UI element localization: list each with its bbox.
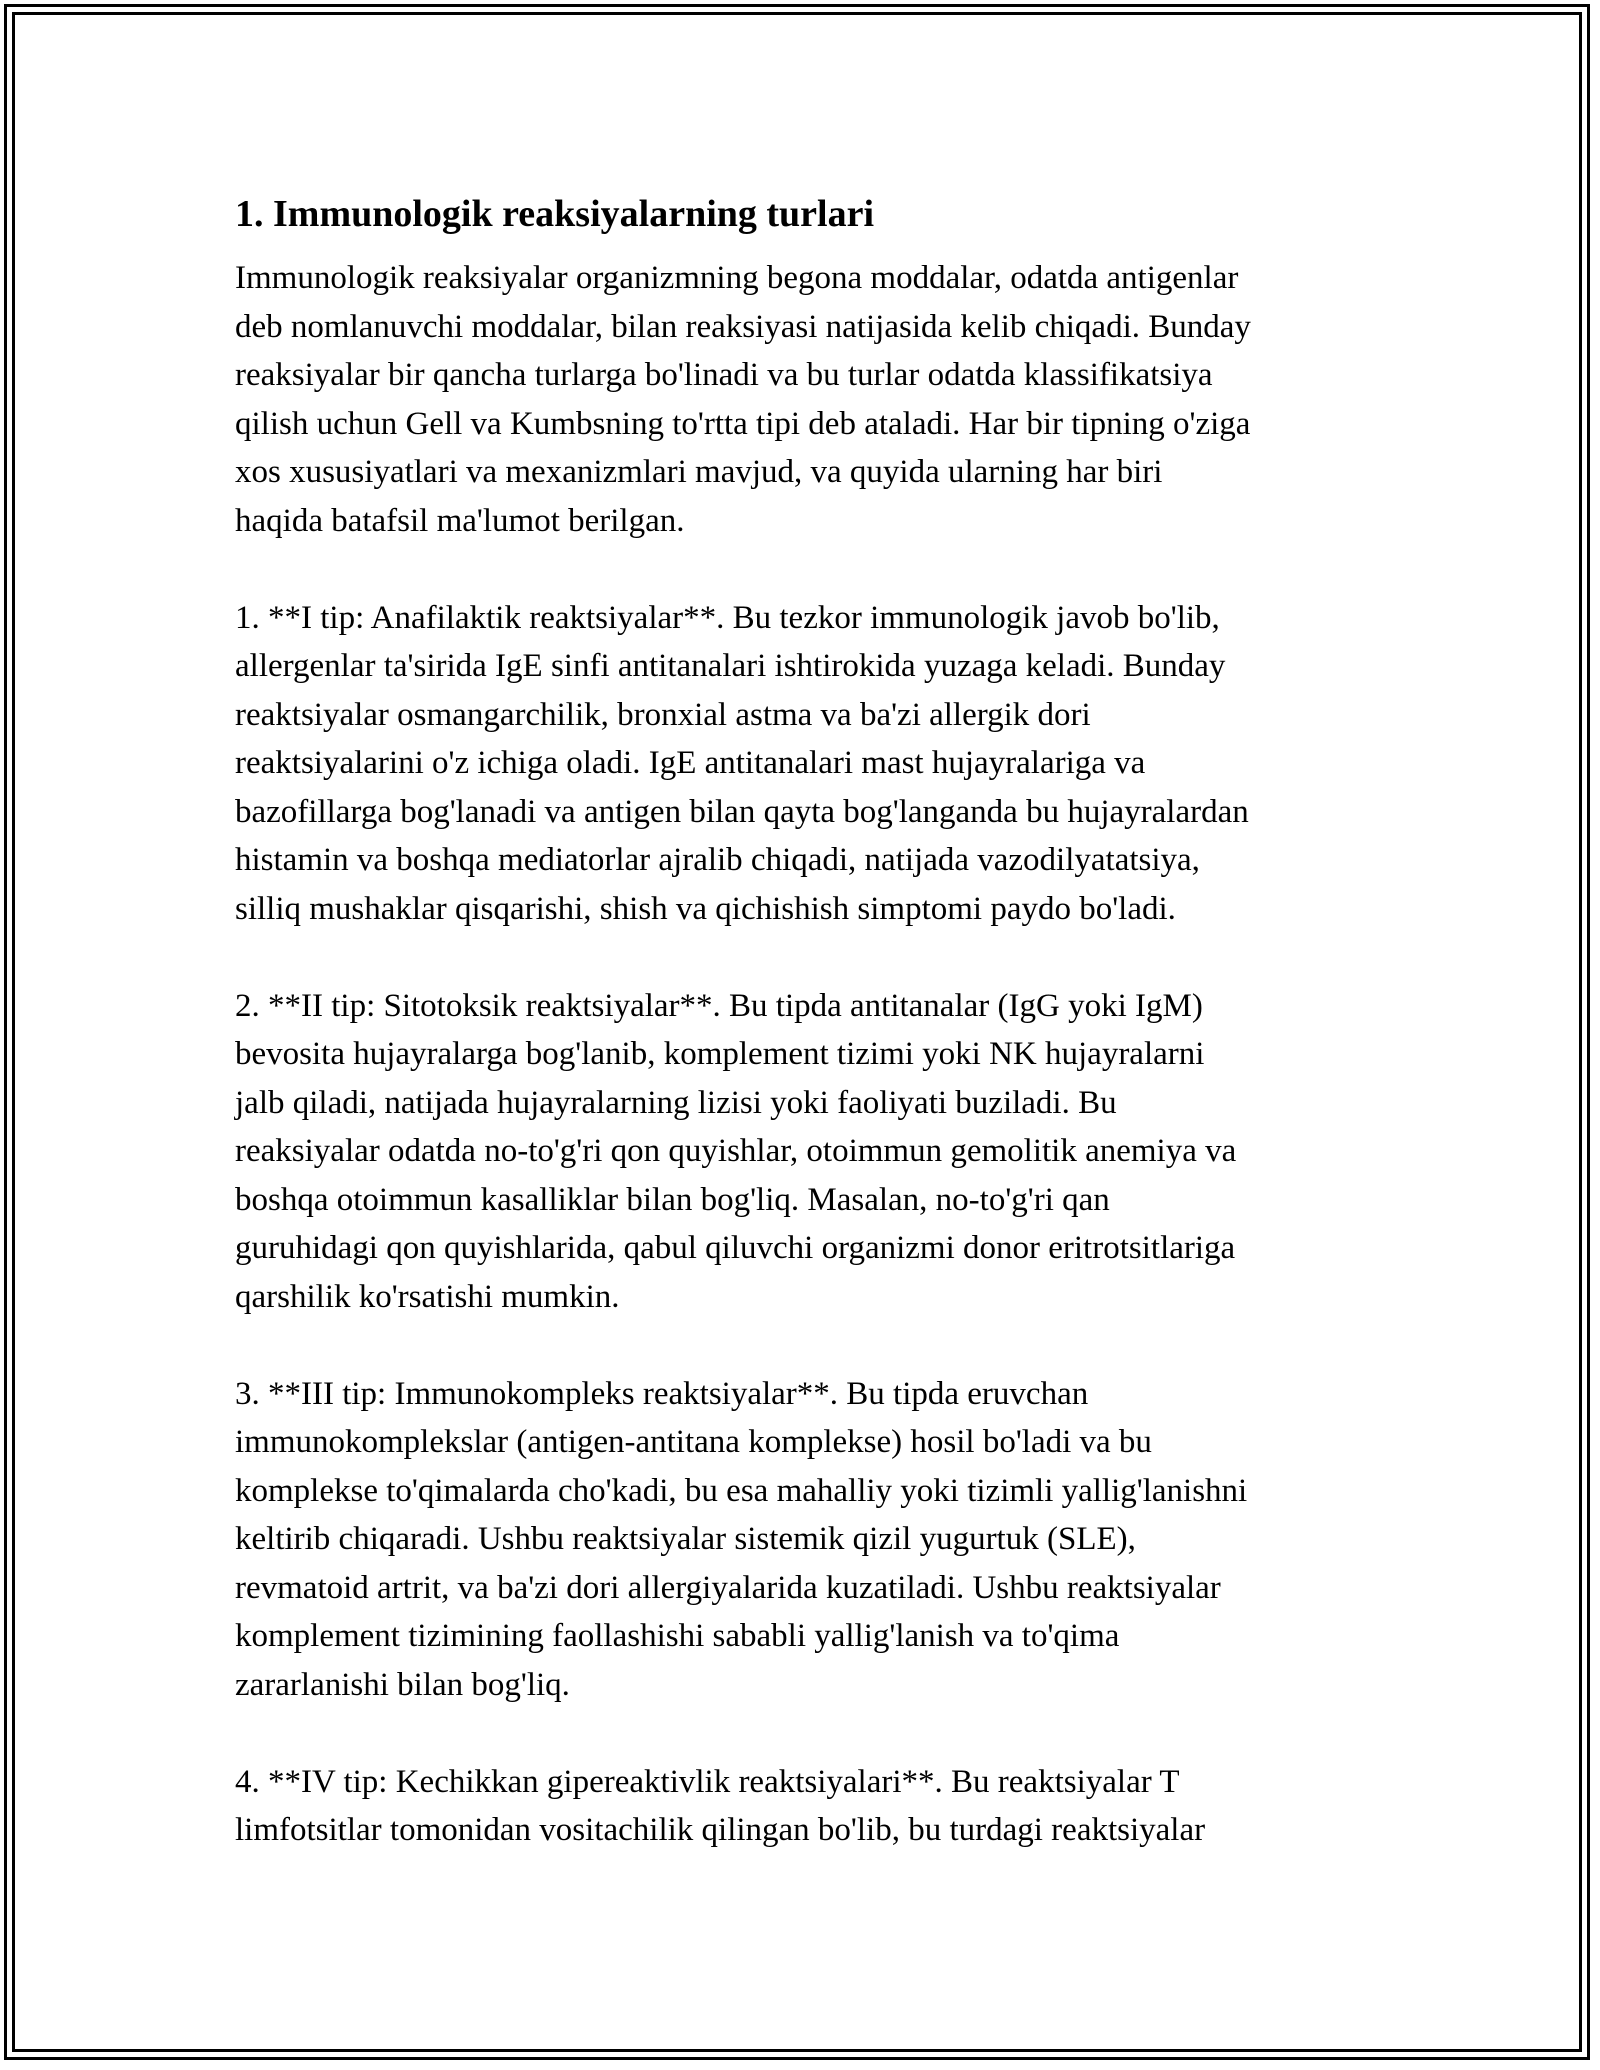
type-1-paragraph: 1. **I tip: Anafilaktik reaktsiyalar**. Bu tezkor immunologik javob bo'lib, allergenlar ta'sirida IgE sinfi antitanalari ishtirokida yuzaga keladi. Bunday reaktsiyalar osmangarchilik, bronxial astma va ba'zi allergik dori reaktsiyalarini o'z ichiga oladi. IgE antitanalari mast hujayralariga va bazofillarga bog'lanadi va antigen bilan qayta bog'langanda bu hujayralardan histamin va boshqa mediatorlar ajralib chiqadi, natijada vazodilyatatsiya, silliq mushaklar qisqarishi, shish va qichishish simptomi paydo bo'ladi. <box>235 599 1249 927</box>
document-body <box>235 188 1375 1855</box>
type-3-paragraph: 3. **III tip: Immunokompleks reaktsiyalar**. Bu tipda eruvchan immunokomplekslar (antigen-antitana komplekse) hosil bo'ladi va bu komplekse to'qimalarda cho'kadi, bu esa mahalliy yoki tizimli yallig'lanishni keltirib chiqaradi. Ushbu reaktsiyalar sistemik qizil yugurtuk (SLE), revmatoid artrit, va ba'zi dori allergiyalarida kuzatiladi. Ushbu reaktsiyalar komplement tizimining faollashishi sababli yallig'lanish va to'qima zararlanishi bilan bog'liq. <box>235 1375 1248 1703</box>
intro-paragraph: Immunologik reaksiyalar organizmning begona moddalar, odatda antigenlar deb nomlanuvchi moddalar, bilan reaksiyasi natijasida kelib chiqadi. Bunday reaksiyalar bir qancha turlarga bo'linadi va bu turlar odatda klassifikatsiya qilish uchun Gell va Kumbsning to'rtta tipi deb ataladi. Har bir tipning o'ziga xos xususiyatlari va mexanizmlari mavjud, va quyida ularning har biri haqida batafsil ma'lumot berilgan. <box>235 260 1251 539</box>
section-heading: 1. Immunologik reaksiyalarning turlari <box>235 193 875 235</box>
type-2-paragraph: 2. **II tip: Sitotoksik reaktsiyalar**. Bu tipda antitanalar (IgG yoki IgM) bevosita hujayralarga bog'lanib, komplement tizimi yoki NK hujayralarni jalb qiladi, natijada hujayralarning lizisi yoki faoliyati buziladi. Bu reaksiyalar odatda no-to'g'ri qon quyishlar, otoimmun gemolitik anemiya va boshqa otoimmun kasalliklar bilan bog'liq. Masalan, no-to'g'ri qan guruhidagi qon quyishlarida, qabul qiluvchi organizmi donor eritrotsitlariga qarshilik ko'rsatishi mumkin. <box>235 987 1237 1315</box>
type-4-paragraph: 4. **IV tip: Kechikkan gipereaktivlik reaktsiyalari**. Bu reaktsiyalar T limfotsitlar tomonidan vositachilik qilingan bo'lib, bu turdagi reaktsiyalar <box>235 1763 1206 1848</box>
